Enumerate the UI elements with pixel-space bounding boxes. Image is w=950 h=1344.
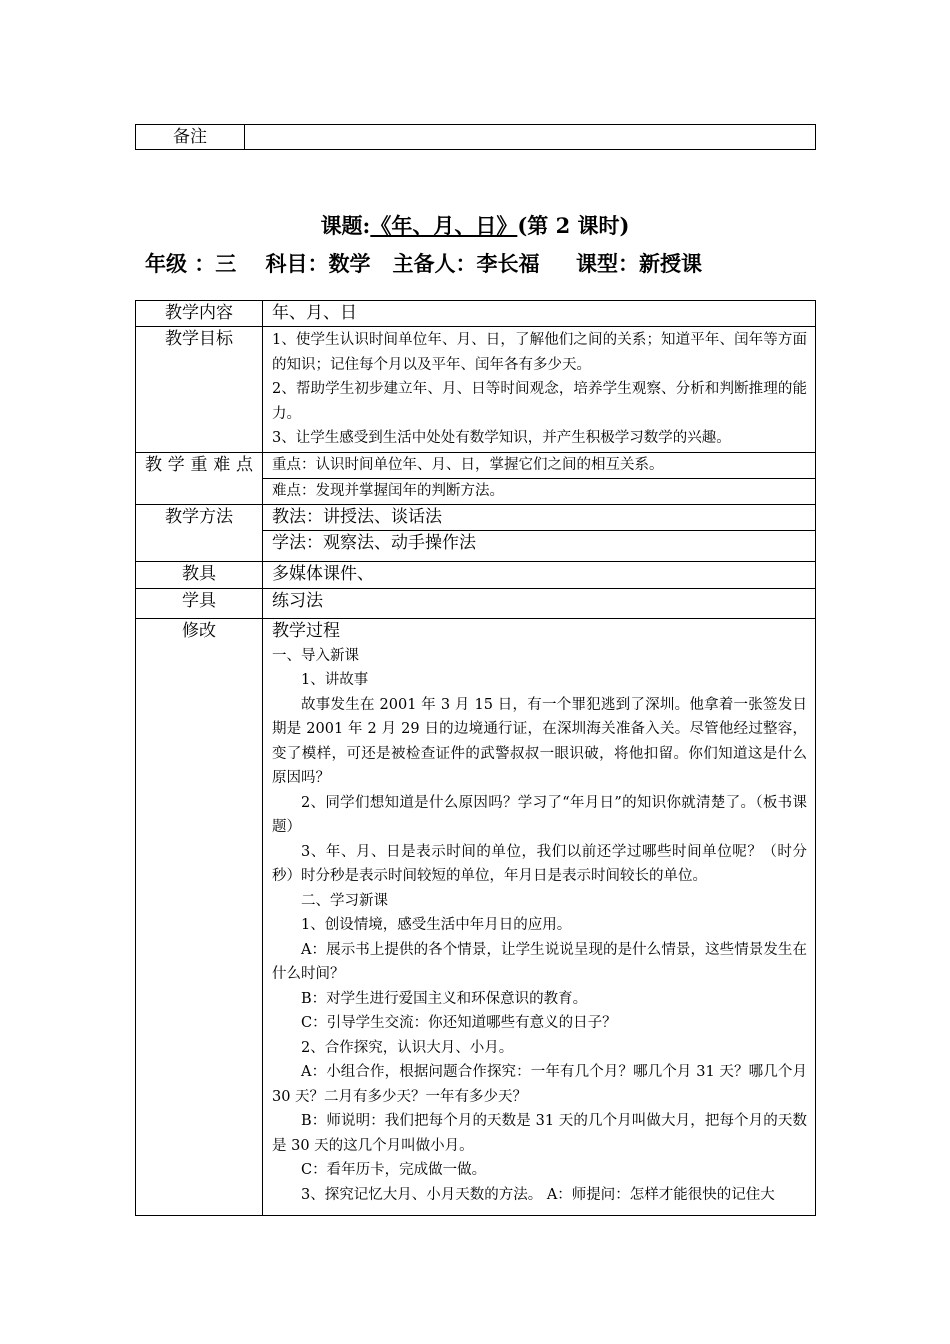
key-points-label: 教 学 重 难 点 bbox=[136, 452, 263, 504]
process-paragraph: B：师说明：我们把每个月的天数是 31 天的几个月叫做大月，把每个月的天数是 30 天的这几个月叫做小月。 bbox=[272, 1113, 807, 1154]
learning-method: 学法：观察法、动手操作法 bbox=[263, 530, 816, 561]
title-suffix: (第 2 课时) bbox=[517, 213, 630, 238]
teaching-method: 教法：讲授法、谈话法 bbox=[263, 504, 816, 530]
process-paragraph: 1、讲故事 bbox=[301, 672, 369, 688]
goal-item: 3、让学生感受到生活中处处有数学知识，并产生积极学习数学的兴趣。 bbox=[272, 430, 731, 446]
process-paragraph: 2、合作探究，认识大月、小月。 bbox=[301, 1039, 514, 1056]
goals-label: 教学目标 bbox=[136, 327, 263, 453]
teaching-tools-value: 多媒体课件、 bbox=[263, 561, 816, 588]
remark-table bbox=[135, 124, 816, 150]
lesson-title bbox=[0, 210, 950, 240]
process-paragraph: A：展示书上提供的各个情景，让学生说说呈现的是什么情景，这些情景发生在什么时间？ bbox=[272, 941, 807, 982]
teaching-tools-label: 教具 bbox=[136, 561, 263, 588]
difficulty-point: 难点：发现并掌握闰年的判断方法。 bbox=[263, 478, 816, 504]
revision-label: 修改 bbox=[136, 618, 263, 1215]
process-paragraph: 二、学习新课 bbox=[301, 892, 388, 909]
content-value: 年、月、日 bbox=[263, 301, 816, 327]
remark-value bbox=[245, 125, 816, 150]
content-label: 教学内容 bbox=[136, 301, 263, 327]
lesson-meta-line: 年级 ：三 科目：数学 主备人：李长福 课型：新授课 bbox=[145, 251, 703, 276]
process-paragraph: 3、年、月、日是表示时间的单位，我们以前还学过哪些时间单位呢？（时分秒）时分秒是表示时间较短的单位，年月日是表示时间较长的单位。 bbox=[272, 843, 807, 884]
goal-item: 2、帮助学生初步建立年、月、日等时间观念，培养学生观察、分析和判断推理的能力。 bbox=[272, 381, 807, 422]
process-heading: 教学过程 bbox=[272, 620, 340, 641]
process-paragraph: C：看年历卡，完成做一做。 bbox=[301, 1162, 487, 1178]
learning-tools-value: 练习法 bbox=[263, 588, 816, 618]
title-prefix: 课题: bbox=[320, 213, 371, 238]
goals-list bbox=[263, 327, 816, 453]
process-paragraphs bbox=[272, 644, 807, 1208]
process-paragraph: 一、导入新课 bbox=[272, 647, 359, 664]
process-paragraph: B：对学生进行爱国主义和环保意识的教育。 bbox=[301, 990, 588, 1007]
process-paragraph: 故事发生在 2001 年 3 月 15 日，有一个罪犯逃到了深圳。他拿着一张签发日期是 2001 年 2 月 29 日的边境通行证，在深圳海关准备入关。尽管他经过整容，变了模样，可还是被检查证件的武警叔叔一眼识破，将他扣留。你们知道这是什么原因吗？ bbox=[272, 696, 807, 786]
focus-point: 重点：认识时间单位年、月、日，掌握它们之间的相互关系。 bbox=[263, 452, 816, 478]
methods-label: 教学方法 bbox=[136, 504, 263, 561]
lesson-plan-table bbox=[135, 300, 816, 1216]
process-paragraph: 2、同学们想知道是什么原因吗？学习了“年月日”的知识你就清楚了。（板书课题） bbox=[272, 794, 807, 835]
process-paragraph: 3、探究记忆大月、小月天数的方法。 A：师提问：怎样才能很快的记住大 bbox=[301, 1186, 775, 1203]
process-paragraph: C：引导学生交流：你还知道哪些有意义的日子？ bbox=[301, 1015, 617, 1031]
process-paragraph: A：小组合作，根据问题合作探究：一年有几个月？哪几个月 31 天？哪几个月 30 天？二月有多少天？一年有多少天？ bbox=[272, 1064, 807, 1105]
title-name: 《年、月、日》 bbox=[370, 213, 518, 238]
goal-item: 1、使学生认识时间单位年、月、日，了解他们之间的关系；知道平年、闰年等方面的知识；记住每个月以及平年、闰年各有多少天。 bbox=[272, 332, 807, 373]
process-content bbox=[263, 618, 816, 1215]
learning-tools-label: 学具 bbox=[136, 588, 263, 618]
remark-label: 备注 bbox=[136, 125, 245, 150]
process-paragraph: 1、创设情境，感受生活中年月日的应用。 bbox=[301, 917, 572, 933]
